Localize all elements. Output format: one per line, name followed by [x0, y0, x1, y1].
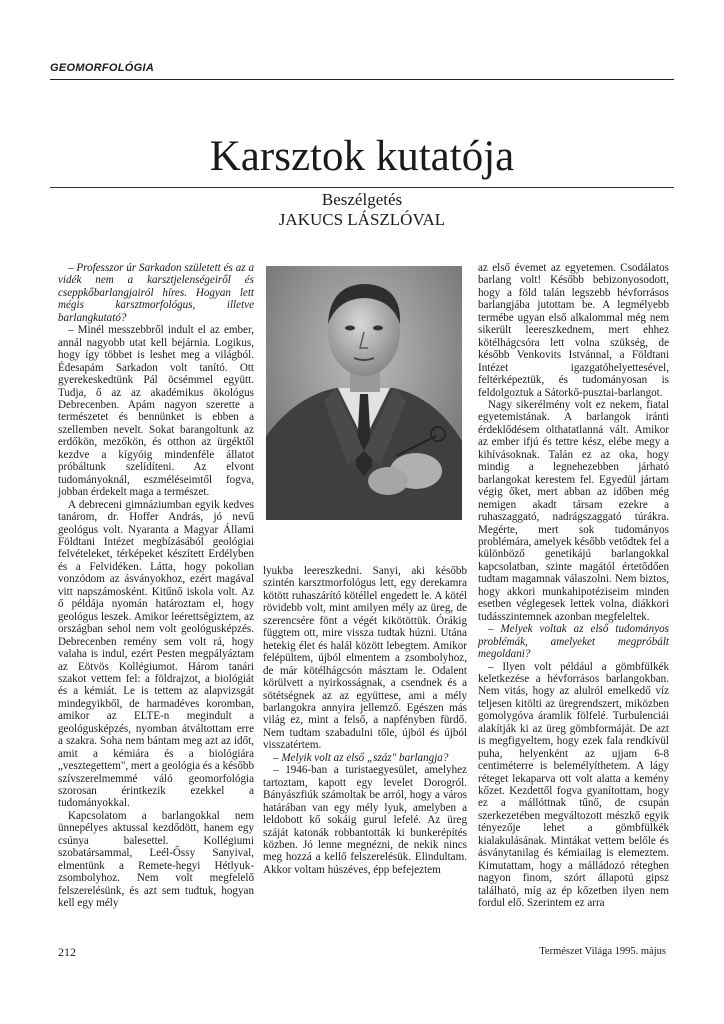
- paragraph: A debreceni gimnáziumban egyik kedves tanárom, dr. Hoffer András, jó nevű geológus volt. Nyaranta a Magyar Állami Földtani Intézet megbízásából geológiai felvételeket, térképeket készített Erdélyben és a Felvidéken. Látta, hogy pokolian vonzódom az ásványokhoz, ezért magával vitt napszámosként. Kitűnő iskola volt. Az ő példája nyomán határoztam el, hogy geológus leszek. Amikor leérettségiztem, az országban sehol nem volt geológusképzés. Debrecenben remény sem volt rá, hogy valaha is indul, ezért Pesten megpályáztam az Eötvös Kollégiumot. Három tanári szakot vettem fel: a földrajzot, a biológiát és a kémiát. Le is tettem az alapvizsgát mindegyikből, de harmadéves koromban, amikor az ELTE-n megindult a geológusképzés, nyomban átváltottam erre a szakra. Soha nem bántam meg azt az időt, amit a kémiára és a biológiára „vesztegettem", mert a geológia és a később szívszerelmemmé váló geomorfológia szorosan érintkezik ezekkel a tudományokkal.: [58, 498, 254, 810]
- paragraph: az első évemet az egyetemen. Csodálatos barlang volt! Később bebizonyosodott, hogy a föld talán legszebb hévforrásos barlangjába jutottam be. A legmélyebb termébe ugyan első alkalommal még nem sikerült leereszkednem, mert ehhez kötélhágcsóra lett volna szükség, de később Venkovits Istvánnal, a Földtani Intézet igazgatóhelyettesével, feltérképeztük, és tudományosan is feldolgoztuk a Sátorkő-pusztai-barlangot.: [478, 262, 669, 399]
- subtitle-line-2: JAKUCS LÁSZLÓVAL: [278, 210, 446, 229]
- section-label: GEOMORFOLÓGIA: [50, 62, 155, 74]
- paragraph: Kapcsolatom a barlangokkal nem ünnepélyes aktussal kezdődött, hanem egy csúnya balesettel. Kollégiumi szobatársammal, Leél-Őssy Sanyival, elmentünk a Remete-hegyi Hétlyuk-zsombolyhoz. Nem volt megfelelő felszerelésünk, és azt sem tudtuk, hogyan kell egy mély: [58, 809, 254, 910]
- interview-question: – Professzor úr Sarkadon született és az a vidék nem a karsztjelenségeiről és cseppkőbarlangjairól híres. Hogyan lett mégis karsztmorfológus, illetve barlangkutató?: [58, 262, 254, 324]
- portrait-photo: [266, 266, 462, 520]
- paragraph: – Minél messzebbről indult el az ember, annál nagyobb utat kell bejárnia. Logikus, hogy így többet is leshet meg a világból. Édesapám Sarkadon volt tanító. Ott gyerekeskedtünk Pál öcsémmel együtt. Tudja, ő az az akadémikus ökológus Debrecenben. Apám nagyon szerette a természetet és bennünket is ebben a szellemben nevelt. Sokat barangoltunk az erdőkön, mezőkön, és otthon az ürgéktől kezdve a kígyóig mindenféle állatot próbáltunk szelídíteni. Az elvont tudományoknál, eszméléseimtől fogva, jobban érdekelt maga a természet.: [58, 324, 254, 499]
- paragraph: Nagy sikerélmény volt ez nekem, fiatal egyetemistának. A barlangok iránti érdeklődésem olthatatlanná vált. Amikor az ember ifjú és tettre kész, elébe megy a kihívásoknak. Talán ez az oka, hogy mindig a legnehezebben járható barlangokat kerestem fel. Egyedül jártam végig őket, mert abban az időben még nemigen akadt társam ezekre a ruhaszaggató, nadrágszaggató túrákra. Megérte, mert sok tudományos problémára, amelyek később vetődtek fel a különböző genetikájú barlangokkal kapcsolatban, szinte magától értetődően tudtam magamnak válaszolni. Nem biztos, hogy akkori munkahipotéziseim minden esetben véglegesek lettek volna, diákkori tudásszintemnek azonban megfeleltek.: [478, 398, 669, 623]
- article-subtitle: [0, 190, 724, 230]
- paragraph: lyukba leereszkedni. Sanyi, aki később szintén karsztmorfológus lett, egy derekamra kötött ruhaszárító kötéllel engedett le. A kötél rövidebb volt, mint amilyen mély az üreg, de szerencsére fönt a végét kikötöttük. Órákig függtem ott, mire vissza tudtak húzni. Utána hetekig élet és halál között lebegtem. Amikor felépültem, újból elmentem a zsombolyhoz, de már kötélhágcsón másztam le. Odalent körülvett a nyirkosságnak, a csendnek és a sötétségnek az az együttese, ami a mély barlangokra annyira jellemző. Egészen más világ ez, mint a felső, a napfényben fürdő. Nem tudtam szabadulni tőle, újból és újból visszatértem.: [263, 565, 467, 752]
- magazine-footer: Természet Világa 1995. május: [539, 946, 666, 957]
- interview-question: – Melyik volt az első „száz" barlangja?: [273, 751, 449, 764]
- header-rule: [50, 79, 674, 80]
- portrait-illustration: [266, 266, 462, 520]
- text-column-1: [58, 262, 254, 910]
- paragraph: – 1946-ban a turistaegyesület, amelyhez tartoztam, kapott egy levelet Dorogról. Bányászfiúk számoltak be arról, hogy a város határában van egy mély lyuk, amelyben a leldobott kő sokáig gurul lefelé. Az üreg száját katonák robbantották ki bunkerépítés közben. Jó lenne megnézni, de nekik nincs meg hozzá a kellő felszerelésük. Elindultam. Akkor voltam húszéves, épp befejeztem: [263, 764, 467, 876]
- article-title: Karsztok kutatója: [209, 133, 515, 180]
- text-column-3: [478, 262, 669, 910]
- paragraph: – Ilyen volt például a gömbfülkék keletkezése a hévforrásos barlangokban. Nem vitás, hogy az alulról emelkedő víz teljesen kitölti az üregrendszert, miközben gomolygóva áramlik fölfelé. Turbulenciái alakítják ki az üreg gömbformáját. De azt is megfigyeltem, hogy ezek fala rendkívül puha, helyenként az ujjam 6-8 centiméterre is belemélyíthetem. A lágy réteget lekaparva ott volt alatta a kemény kőzet. Kezdettől fogva gyanítottam, hogy ez a mállóttnak tűnő, de csupán szerkezetében megváltozott mészkő egyik tényezője lehet a gömbfülkék kialakulásának. Mintákat vettem belőle és ásványtanilag és kémiailag is elemeztem. Kimutattam, hogy a málládozó rétegben nagyon finom, szórt állapotú gipsz található, míg az ép kőzetben ilyen nem fordul elő. Szerintem ez arra: [478, 660, 669, 910]
- text-column-2: [263, 565, 467, 876]
- subtitle-line-1: Beszélgetés: [321, 190, 403, 209]
- page-number: 212: [58, 945, 76, 959]
- title-rule: [50, 187, 674, 188]
- interview-question: – Melyek voltak az első tudományos problémák, amelyeket megpróbált megoldani?: [478, 623, 669, 661]
